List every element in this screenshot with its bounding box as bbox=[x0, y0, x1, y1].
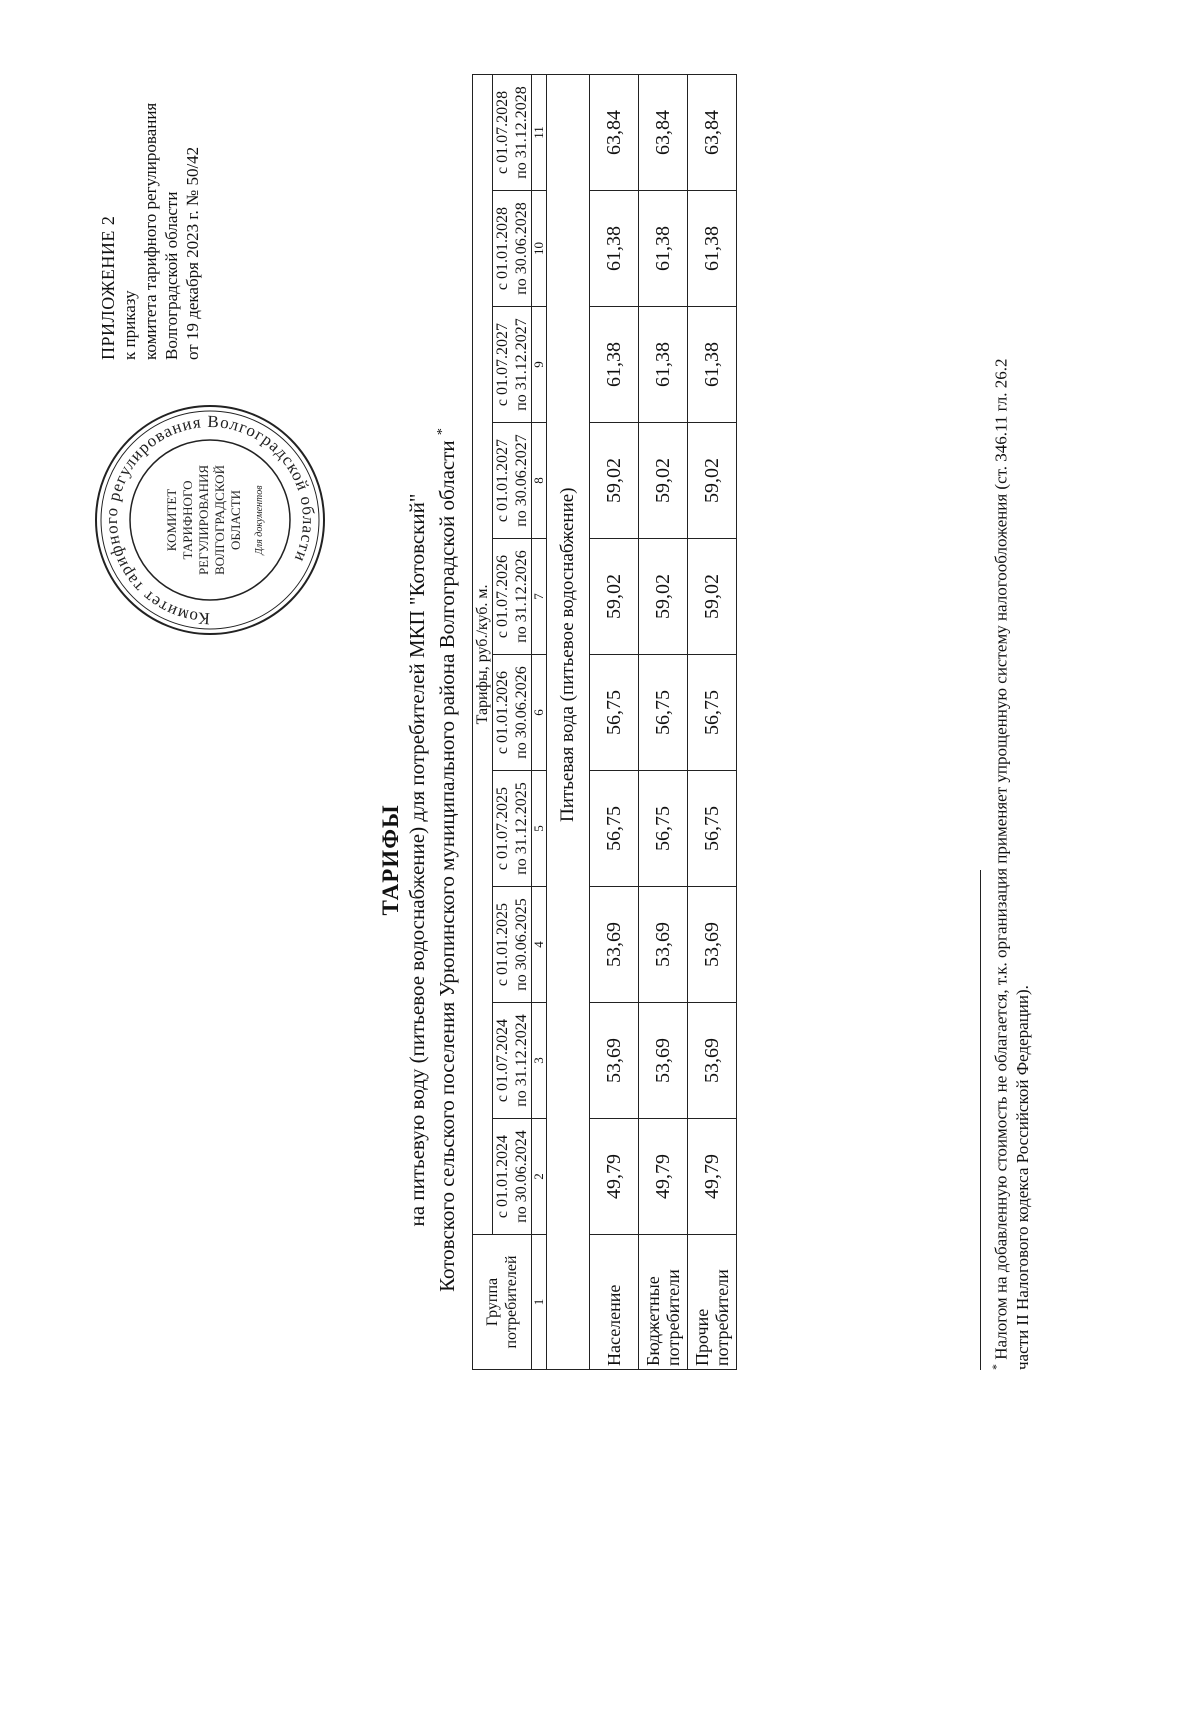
footnote bbox=[986, 70, 1033, 1370]
tariff-value-cell: 56,75 bbox=[639, 655, 688, 771]
appendix-header bbox=[98, 70, 203, 360]
table-row bbox=[639, 74, 688, 1369]
consumer-group-label: Прочие bbox=[692, 1308, 712, 1366]
tariff-value-cell: 56,75 bbox=[639, 771, 688, 887]
tariff-value-cell: 53,69 bbox=[688, 887, 737, 1003]
appendix-order-number: от 19 декабря 2023 г. № 50/42 bbox=[183, 146, 202, 360]
official-stamp bbox=[90, 400, 330, 640]
column-number: 9 bbox=[532, 307, 547, 423]
column-number: 4 bbox=[532, 887, 547, 1003]
tariff-value-cell: 53,69 bbox=[590, 1003, 639, 1119]
period-from: с 01.07.2026 bbox=[494, 554, 511, 639]
stamp-inner-text: ВОЛГОГРАДСКОЙ bbox=[212, 465, 227, 575]
period-from: с 01.07.2024 bbox=[494, 1018, 511, 1103]
period-from: с 01.01.2026 bbox=[494, 670, 511, 755]
period-header bbox=[493, 1003, 532, 1119]
period-from: с 01.07.2028 bbox=[494, 90, 511, 175]
document-sheet bbox=[40, 60, 1160, 1660]
subtitle-text: Котовского сельского поселения Урюпинского муниципального района Волгоградской области bbox=[435, 440, 459, 1292]
footnote-line: части II Налогового кодекса Российской Федерации). bbox=[1012, 985, 1032, 1370]
tariff-value-cell: 61,38 bbox=[590, 191, 639, 307]
stamp-inner-text: РЕГУЛИРОВАНИЯ bbox=[196, 464, 211, 576]
consumer-group-cell bbox=[590, 1235, 639, 1370]
tariff-value-cell: 49,79 bbox=[688, 1119, 737, 1235]
tariff-value-cell: 59,02 bbox=[688, 539, 737, 655]
stamp-ring-text: Комитет тарифного регулирования Волгоградской области bbox=[101, 411, 319, 629]
period-to: по 31.12.2026 bbox=[513, 550, 530, 643]
tariff-value-cell: 56,75 bbox=[590, 771, 639, 887]
period-from: с 01.01.2024 bbox=[494, 1134, 511, 1219]
stamp-inner-text: ТАРИФНОГО bbox=[180, 480, 195, 560]
footnote-marker: * bbox=[435, 428, 450, 436]
tariff-value-cell: 63,84 bbox=[688, 74, 737, 190]
column-number: 5 bbox=[532, 771, 547, 887]
appendix-title: ПРИЛОЖЕНИЕ 2 bbox=[98, 215, 118, 360]
period-header bbox=[493, 1119, 532, 1235]
tariff-value-cell: 56,75 bbox=[590, 655, 639, 771]
period-header bbox=[493, 655, 532, 771]
tariff-value-cell: 59,02 bbox=[590, 539, 639, 655]
column-number: 7 bbox=[532, 539, 547, 655]
tariff-value-cell: 53,69 bbox=[688, 1003, 737, 1119]
tariff-value-cell: 59,02 bbox=[639, 539, 688, 655]
table-row bbox=[688, 74, 737, 1369]
column-number: 10 bbox=[532, 191, 547, 307]
tariff-value-cell: 59,02 bbox=[688, 423, 737, 539]
column-number: 8 bbox=[532, 423, 547, 539]
period-header bbox=[493, 74, 532, 190]
period-header bbox=[493, 771, 532, 887]
period-header-row bbox=[493, 74, 532, 1369]
consumer-group-cell bbox=[688, 1235, 737, 1370]
footnote-marker: * bbox=[989, 1364, 1003, 1370]
document-subtitle-line2 bbox=[430, 60, 460, 1660]
column-number: 1 bbox=[532, 1235, 547, 1370]
tariff-value-cell: 61,38 bbox=[639, 307, 688, 423]
column-number: 11 bbox=[532, 74, 547, 190]
tariff-value-cell: 63,84 bbox=[590, 74, 639, 190]
document-subtitle: на питьевую воду (питьевое водоснабжение) для потребителей МКП "Котовский" bbox=[405, 493, 429, 1227]
column-number: 2 bbox=[532, 1119, 547, 1235]
column-number: 3 bbox=[532, 1003, 547, 1119]
column-number: 6 bbox=[532, 655, 547, 771]
section-spacer bbox=[547, 1235, 590, 1370]
tariff-value-cell: 61,38 bbox=[590, 307, 639, 423]
column-number-row bbox=[532, 74, 547, 1369]
table-header-row bbox=[473, 74, 493, 1369]
appendix-line: комитета тарифного регулирования bbox=[141, 102, 160, 360]
tariff-value-cell: 59,02 bbox=[590, 423, 639, 539]
period-from: с 01.01.2025 bbox=[494, 902, 511, 987]
section-row bbox=[547, 74, 590, 1369]
tariff-value-cell: 49,79 bbox=[590, 1119, 639, 1235]
document-title: ТАРИФЫ bbox=[378, 804, 403, 916]
period-header bbox=[493, 307, 532, 423]
period-header bbox=[493, 539, 532, 655]
stamp-inner-text: КОМИТЕТ bbox=[164, 488, 179, 552]
tariff-column-header: Тарифы, руб./куб. м. bbox=[473, 74, 493, 1234]
tariff-value-cell: 61,38 bbox=[639, 191, 688, 307]
tariff-value-cell: 56,75 bbox=[688, 771, 737, 887]
footnote-divider bbox=[980, 870, 981, 1370]
period-to: по 31.12.2024 bbox=[513, 1014, 530, 1107]
table-body bbox=[590, 74, 737, 1369]
table-row bbox=[590, 74, 639, 1369]
stamp-inner-text: Для документов bbox=[254, 485, 265, 555]
period-to: по 30.06.2026 bbox=[513, 666, 530, 759]
tariff-value-cell: 53,69 bbox=[590, 887, 639, 1003]
document-heading bbox=[378, 60, 460, 1660]
tariff-value-cell: 49,79 bbox=[639, 1119, 688, 1235]
period-to: по 31.12.2028 bbox=[513, 86, 530, 179]
stamp-seal-icon bbox=[90, 400, 330, 640]
period-from: с 01.01.2027 bbox=[494, 438, 511, 523]
group-column-header: Группа потребителей bbox=[473, 1235, 532, 1370]
tariff-value-cell: 53,69 bbox=[639, 1003, 688, 1119]
consumer-group-label: Бюджетные bbox=[643, 1276, 663, 1366]
tariff-table bbox=[472, 74, 737, 1370]
period-to: по 31.12.2025 bbox=[513, 782, 530, 875]
consumer-group-cell bbox=[639, 1235, 688, 1370]
stamp-inner-text: ОБЛАСТИ bbox=[228, 489, 243, 551]
consumer-group-label: потребители bbox=[663, 1269, 683, 1366]
period-to: по 31.12.2027 bbox=[513, 318, 530, 411]
tariff-value-cell: 56,75 bbox=[688, 655, 737, 771]
appendix-line: к приказу bbox=[120, 290, 139, 360]
tariff-value-cell: 53,69 bbox=[639, 887, 688, 1003]
period-to: по 30.06.2027 bbox=[513, 434, 530, 527]
period-from: с 01.07.2025 bbox=[494, 786, 511, 871]
tariff-value-cell: 59,02 bbox=[639, 423, 688, 539]
consumer-group-label: потребители bbox=[712, 1269, 732, 1366]
period-from: с 01.07.2027 bbox=[494, 322, 511, 407]
consumer-group-label: Население bbox=[604, 1284, 624, 1366]
period-to: по 30.06.2025 bbox=[513, 898, 530, 991]
period-header bbox=[493, 423, 532, 539]
footnote-line bbox=[986, 70, 1012, 1370]
period-header bbox=[493, 887, 532, 1003]
tariff-value-cell: 61,38 bbox=[688, 307, 737, 423]
tariff-value-cell: 63,84 bbox=[639, 74, 688, 190]
tariff-value-cell: 61,38 bbox=[688, 191, 737, 307]
period-from: с 01.01.2028 bbox=[494, 206, 511, 291]
section-title: Питьевая вода (питьевое водоснабжение) bbox=[547, 74, 590, 1234]
period-to: по 30.06.2028 bbox=[513, 202, 530, 295]
footnote-text: Налогом на добавленную стоимость не облагается, т.к. организация применяет упрощенную систему налогообложения (ст. 346.11 гл. 26.2 bbox=[991, 358, 1011, 1360]
period-header bbox=[493, 191, 532, 307]
period-to: по 30.06.2024 bbox=[513, 1130, 530, 1223]
appendix-line: Волгоградской области bbox=[162, 191, 181, 360]
